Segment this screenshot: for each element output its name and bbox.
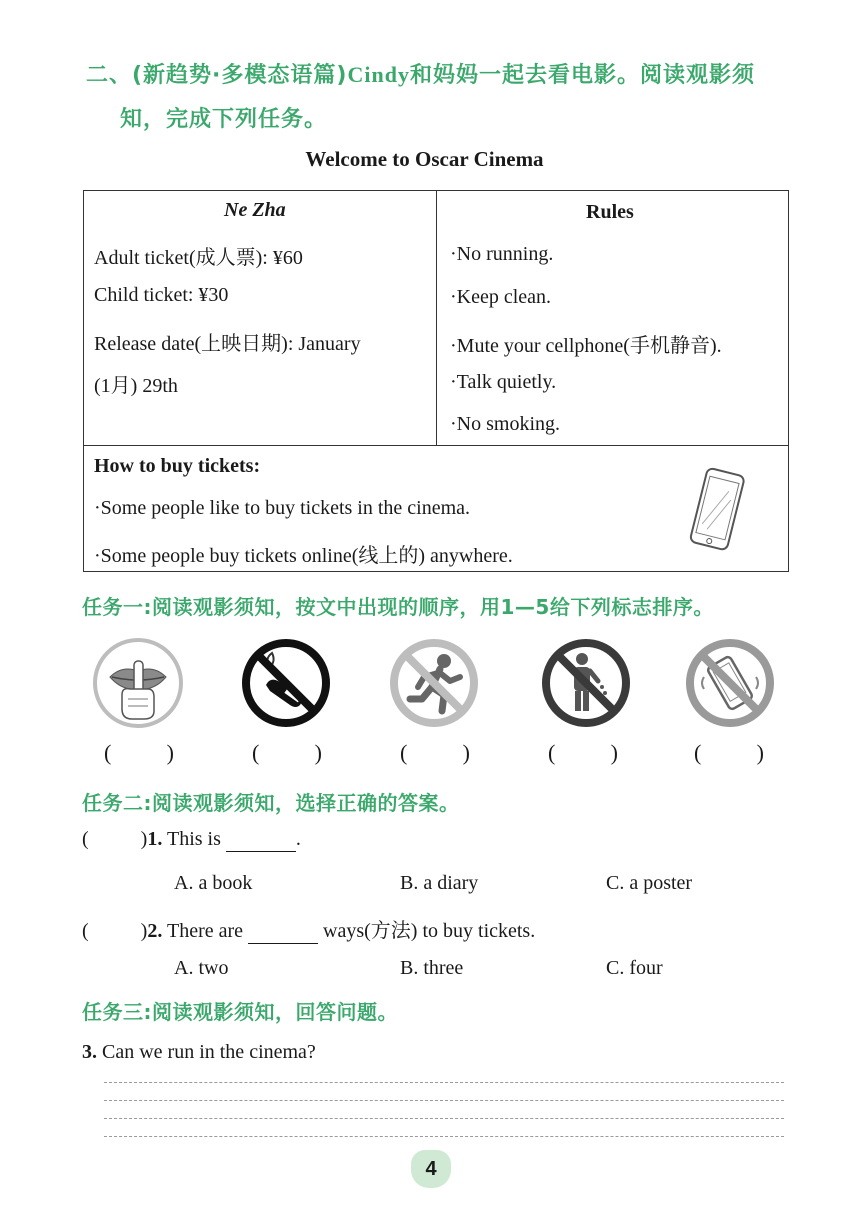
section-intro: 和妈妈一起去看电影。阅读观影须 [409, 63, 755, 88]
question-2: ( )2. There are ways(方法) to buy tickets. [82, 920, 536, 942]
smartphone-icon [684, 467, 750, 553]
movie-name: Ne Zha [224, 199, 286, 221]
sign-answer-slot[interactable]: ( ) [104, 740, 174, 765]
task1-title: 任务一:阅读观影须知，按文中出现的顺序，用1—5给下列标志排序。 [82, 595, 714, 619]
release-date-line1: Release date(上映日期): January [94, 333, 361, 355]
fill-blank[interactable] [226, 828, 296, 852]
rule-item: ·Talk quietly. [450, 371, 557, 393]
notice-title: Welcome to Oscar Cinema [305, 147, 544, 171]
rule-item: ·Keep clean. [450, 286, 552, 308]
question-1: ( )1. This is . [82, 828, 301, 850]
fill-blank[interactable] [248, 920, 318, 944]
answer-slot[interactable]: ( ) [82, 920, 148, 942]
task2-title: 任务二:阅读观影须知，选择正确的答案。 [82, 791, 460, 815]
table-divider-vertical [436, 191, 437, 445]
character-name: Cindy [347, 62, 410, 87]
sign-answer-slot[interactable]: ( ) [252, 740, 322, 765]
rule-item: ·No running. [450, 243, 554, 265]
option-c: C. a poster [606, 872, 693, 894]
answer-slot[interactable]: ( ) [82, 828, 148, 850]
no-smoking-sign-icon [240, 637, 332, 729]
how-to-buy-heading: How to buy tickets: [94, 455, 261, 477]
rule-item: ·No smoking. [450, 413, 560, 435]
answer-line[interactable] [104, 1118, 784, 1119]
page-number: 4 [411, 1150, 451, 1188]
how-to-buy-item: ·Some people buy tickets online(线上的) anywhere. [94, 545, 513, 567]
option-a: A. two [174, 957, 229, 979]
option-c: C. four [606, 957, 663, 979]
sign-answer-slot[interactable]: ( ) [400, 740, 470, 765]
no-cellphone-sign-icon [684, 637, 776, 729]
answer-line[interactable] [104, 1136, 784, 1137]
how-to-buy-item: ·Some people like to buy tickets in the cinema. [94, 497, 471, 519]
option-a: A. a book [174, 872, 253, 894]
rules-heading: Rules [586, 201, 634, 223]
sign-answer-slot[interactable]: ( ) [548, 740, 618, 765]
option-b: B. a diary [400, 872, 479, 894]
release-date-line2: (1月) 29th [94, 375, 178, 397]
option-b: B. three [400, 957, 464, 979]
rule-item: ·Mute your cellphone(手机静音). [450, 335, 722, 357]
quiet-sign-icon [92, 637, 184, 729]
no-running-sign-icon [388, 637, 480, 729]
cinema-notice-table [83, 190, 789, 572]
question-3: 3. Can we run in the cinema? [82, 1041, 316, 1063]
table-divider-horizontal [84, 445, 788, 446]
section-heading-line1 [86, 58, 755, 89]
adult-ticket-price: Adult ticket(成人票): ¥60 [94, 247, 303, 269]
section-heading-line2: 知，完成下列任务。 [120, 107, 328, 132]
answer-line[interactable] [104, 1100, 784, 1101]
section-label: 二、(新趋势·多模态语篇) [86, 63, 348, 88]
no-littering-sign-icon [540, 637, 632, 729]
child-ticket-price: Child ticket: ¥30 [94, 284, 229, 306]
sign-answer-slot[interactable]: ( ) [694, 740, 764, 765]
task3-title: 任务三:阅读观影须知，回答问题。 [82, 1000, 398, 1024]
answer-line[interactable] [104, 1082, 784, 1083]
